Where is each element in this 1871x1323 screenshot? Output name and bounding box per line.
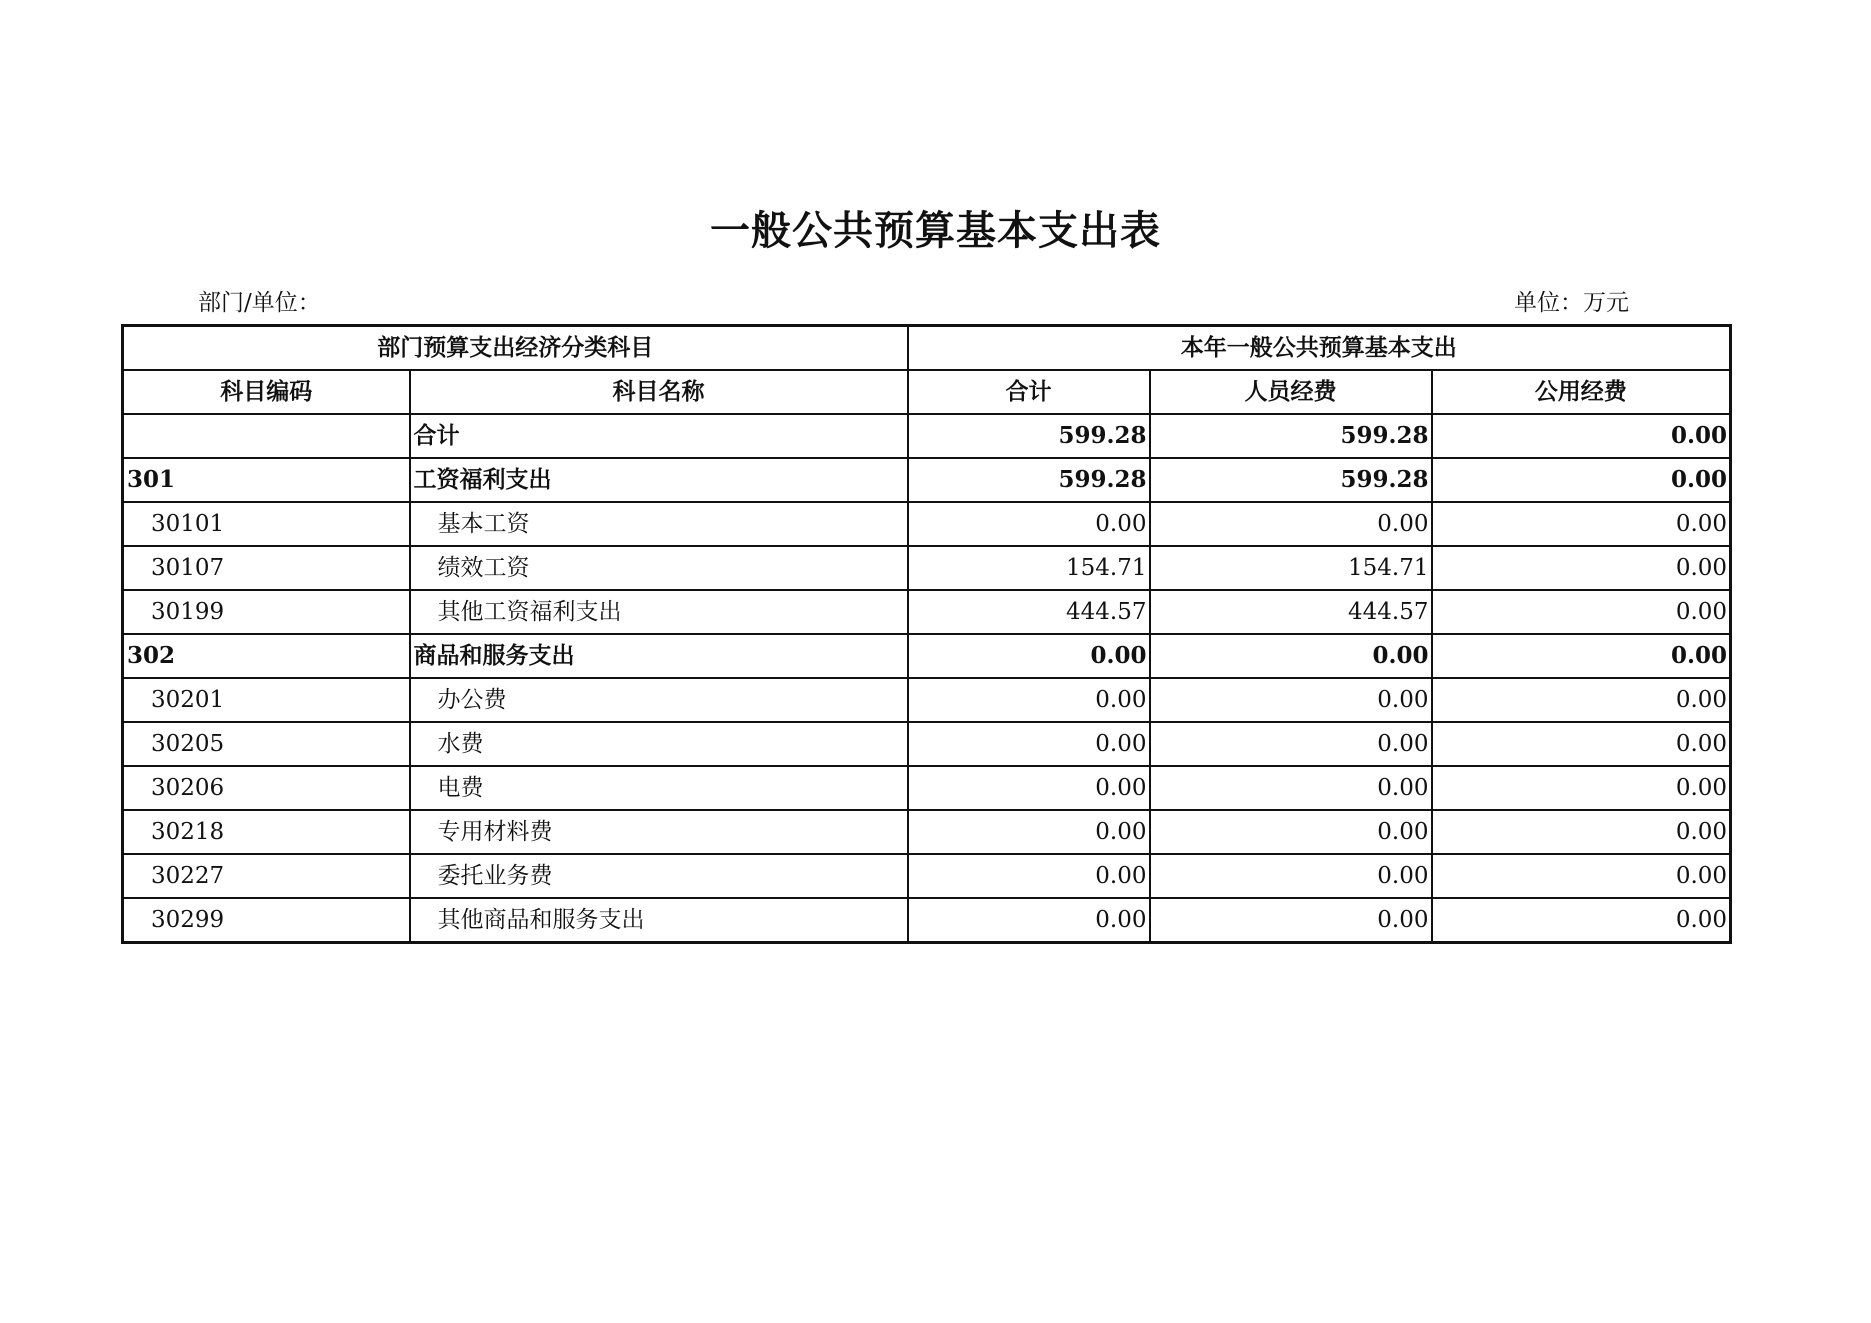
column-header-name: 科目名称 (410, 370, 908, 414)
cell-public: 0.00 (1432, 634, 1731, 678)
cell-name: 办公费 (410, 678, 908, 722)
cell-personnel: 0.00 (1150, 502, 1432, 546)
cell-total: 0.00 (908, 502, 1150, 546)
cell-personnel: 0.00 (1150, 634, 1432, 678)
budget-table (121, 324, 1732, 944)
cell-name: 委托业务费 (410, 854, 908, 898)
table-row-total (123, 414, 1731, 458)
table-row (123, 634, 1731, 678)
page-title: 一般公共预算基本支出表 (710, 207, 1161, 254)
unit-label: 单位：万元 (1514, 290, 1629, 316)
cell-personnel: 599.28 (1150, 414, 1432, 458)
cell-public: 0.00 (1432, 502, 1731, 546)
column-header-row (123, 370, 1731, 414)
table-row (123, 458, 1731, 502)
cell-name: 其他工资福利支出 (410, 590, 908, 634)
column-header-code: 科目编码 (123, 370, 410, 414)
cell-public: 0.00 (1432, 766, 1731, 810)
table-row (123, 810, 1731, 854)
cell-personnel: 154.71 (1150, 546, 1432, 590)
cell-name: 绩效工资 (410, 546, 908, 590)
cell-total: 599.28 (908, 414, 1150, 458)
table-row (123, 678, 1731, 722)
table-row (123, 766, 1731, 810)
cell-public: 0.00 (1432, 854, 1731, 898)
cell-personnel: 0.00 (1150, 766, 1432, 810)
cell-name: 合计 (410, 414, 908, 458)
cell-public: 0.00 (1432, 546, 1731, 590)
cell-public: 0.00 (1432, 590, 1731, 634)
cell-name: 水费 (410, 722, 908, 766)
cell-code: 302 (123, 634, 410, 678)
cell-name: 电费 (410, 766, 908, 810)
cell-total: 0.00 (908, 898, 1150, 943)
cell-total: 0.00 (908, 634, 1150, 678)
table-row (123, 590, 1731, 634)
cell-public: 0.00 (1432, 458, 1731, 502)
cell-code: 30201 (123, 678, 410, 722)
cell-total: 0.00 (908, 722, 1150, 766)
cell-total: 0.00 (908, 854, 1150, 898)
cell-total: 154.71 (908, 546, 1150, 590)
cell-code: 30101 (123, 502, 410, 546)
cell-code: 30299 (123, 898, 410, 943)
cell-public: 0.00 (1432, 678, 1731, 722)
cell-name: 工资福利支出 (410, 458, 908, 502)
cell-personnel: 444.57 (1150, 590, 1432, 634)
cell-personnel: 599.28 (1150, 458, 1432, 502)
cell-code: 30107 (123, 546, 410, 590)
department-label: 部门/单位： (198, 290, 321, 316)
table-row (123, 722, 1731, 766)
cell-public: 0.00 (1432, 810, 1731, 854)
cell-total: 0.00 (908, 810, 1150, 854)
cell-name: 基本工资 (410, 502, 908, 546)
cell-name: 其他商品和服务支出 (410, 898, 908, 943)
column-header-total: 合计 (908, 370, 1150, 414)
cell-public: 0.00 (1432, 722, 1731, 766)
table-row (123, 854, 1731, 898)
cell-code: 30205 (123, 722, 410, 766)
cell-code (123, 414, 410, 458)
column-header-personnel: 人员经费 (1150, 370, 1432, 414)
cell-code: 30199 (123, 590, 410, 634)
column-header-public: 公用经费 (1432, 370, 1731, 414)
cell-personnel: 0.00 (1150, 722, 1432, 766)
cell-public: 0.00 (1432, 414, 1731, 458)
cell-code: 30218 (123, 810, 410, 854)
cell-total: 599.28 (908, 458, 1150, 502)
cell-public: 0.00 (1432, 898, 1731, 943)
cell-name: 商品和服务支出 (410, 634, 908, 678)
cell-personnel: 0.00 (1150, 854, 1432, 898)
cell-code: 30206 (123, 766, 410, 810)
cell-code: 30227 (123, 854, 410, 898)
table-row (123, 898, 1731, 943)
cell-total: 0.00 (908, 678, 1150, 722)
cell-personnel: 0.00 (1150, 810, 1432, 854)
group-header-expenditure: 本年一般公共预算基本支出 (908, 326, 1731, 371)
table-row (123, 546, 1731, 590)
cell-personnel: 0.00 (1150, 678, 1432, 722)
cell-total: 0.00 (908, 766, 1150, 810)
group-header-classification: 部门预算支出经济分类科目 (123, 326, 908, 371)
cell-personnel: 0.00 (1150, 898, 1432, 943)
cell-code: 301 (123, 458, 410, 502)
group-header-row (123, 326, 1731, 371)
cell-total: 444.57 (908, 590, 1150, 634)
cell-name: 专用材料费 (410, 810, 908, 854)
table-row (123, 502, 1731, 546)
